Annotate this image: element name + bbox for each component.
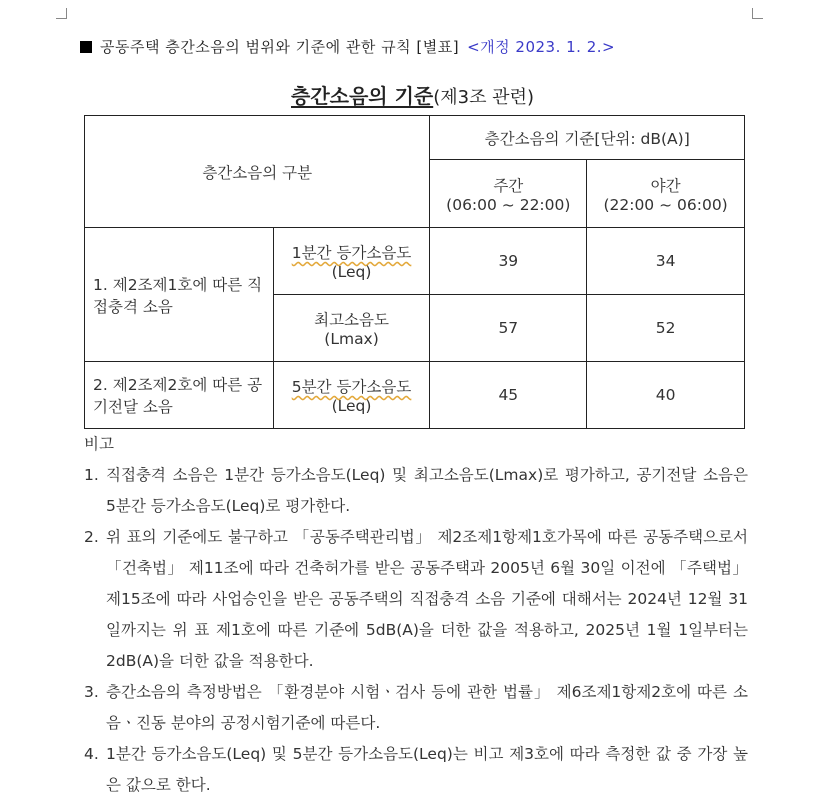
row2-type-label: 5분간 등가소음도 [291, 378, 412, 396]
day-time: (06:00 ~ 22:00) [446, 195, 571, 214]
page-corner-mark-left [56, 8, 67, 19]
row1b-type-label: 최고소음도 [314, 311, 389, 329]
row2-category: 2. 제2조제2호에 따른 공기전달 소음 [85, 362, 274, 429]
row1b-unit: (Lmax) [324, 330, 379, 348]
note-number: 3. [84, 683, 99, 701]
row2-day-value: 45 [430, 362, 587, 429]
regulation-title: 공동주택 층간소음의 범위와 기준에 관한 규칙 [별표] [100, 38, 460, 56]
page-title [0, 80, 825, 109]
revision-date: <개정 2023. 1. 2.> [467, 38, 616, 56]
black-square-icon [80, 41, 92, 53]
notes-section [84, 432, 748, 801]
day-label: 주간 [493, 176, 524, 195]
page-corner-mark-right [752, 8, 763, 19]
note-text: 1분간 등가소음도(Leq) 및 5분간 등가소음도(Leq)는 비고 제3호에 따라 측정한 값 중 가장 높은 값으로 한다. [106, 745, 748, 794]
note-item-3 [84, 677, 748, 739]
night-time: (22:00 ~ 06:00) [603, 195, 728, 214]
note-number: 2. [84, 528, 99, 546]
row1b-night-value: 52 [587, 295, 745, 362]
row1a-day-value: 39 [430, 228, 587, 295]
row1b-day-value: 57 [430, 295, 587, 362]
header-day [430, 160, 587, 228]
header-category: 층간소음의 구분 [85, 116, 430, 228]
note-item-1 [84, 460, 748, 522]
note-number: 1. [84, 466, 99, 484]
table-row [85, 362, 745, 429]
row2-unit: (Leq) [331, 397, 372, 415]
row1-category: 1. 제2조제1호에 따른 직접충격 소음 [85, 228, 274, 362]
note-text: 층간소음의 측정방법은 「환경분야 시험ㆍ검사 등에 관한 법률」 제6조제1항제2호에 따른 소음ㆍ진동 분야의 공정시험기준에 따른다. [106, 683, 748, 732]
notes-label: 비고 [84, 435, 114, 453]
note-text: 위 표의 기준에도 불구하고 「공동주택관리법」 제2조제1항제1호가목에 따른 공동주택으로서 「건축법」 제11조에 따라 건축허가를 받은 공동주택과 2005년 6월 30일 이전에 「주택법」 제15조에 따라 사업승인을 받은 공동주택의 직접충격 소음 기준에 대해서는 2024년 12월 31일까지는 위 표 제1호에 따른 기준에 5dB(A)을 더한 값을 적용하고, 2025년 1월 1일부터는 2dB(A)을 더한 값을 적용한다. [106, 528, 748, 670]
row1a-type-label: 1분간 등가소음도 [291, 244, 412, 262]
night-label: 야간 [650, 176, 681, 195]
title-sub: (제3조 관련) [433, 87, 534, 108]
note-number: 4. [84, 745, 99, 763]
row1a-unit: (Leq) [331, 263, 372, 281]
row1b-type [273, 295, 430, 362]
row1a-type [273, 228, 430, 295]
header-standard: 층간소음의 기준[단위: dB(A)] [430, 116, 745, 160]
table-row [85, 228, 745, 295]
document-header [80, 36, 615, 57]
note-item-2 [84, 522, 748, 677]
header-night [587, 160, 745, 228]
table-header-row [85, 116, 745, 160]
title-main: 층간소음의 기준 [291, 84, 434, 108]
row2-type [273, 362, 430, 429]
noise-standard-table [84, 115, 745, 429]
note-text: 직접충격 소음은 1분간 등가소음도(Leq) 및 최고소음도(Lmax)로 평가하고, 공기전달 소음은 5분간 등가소음도(Leq)로 평가한다. [106, 466, 748, 515]
row1a-night-value: 34 [587, 228, 745, 295]
row2-night-value: 40 [587, 362, 745, 429]
